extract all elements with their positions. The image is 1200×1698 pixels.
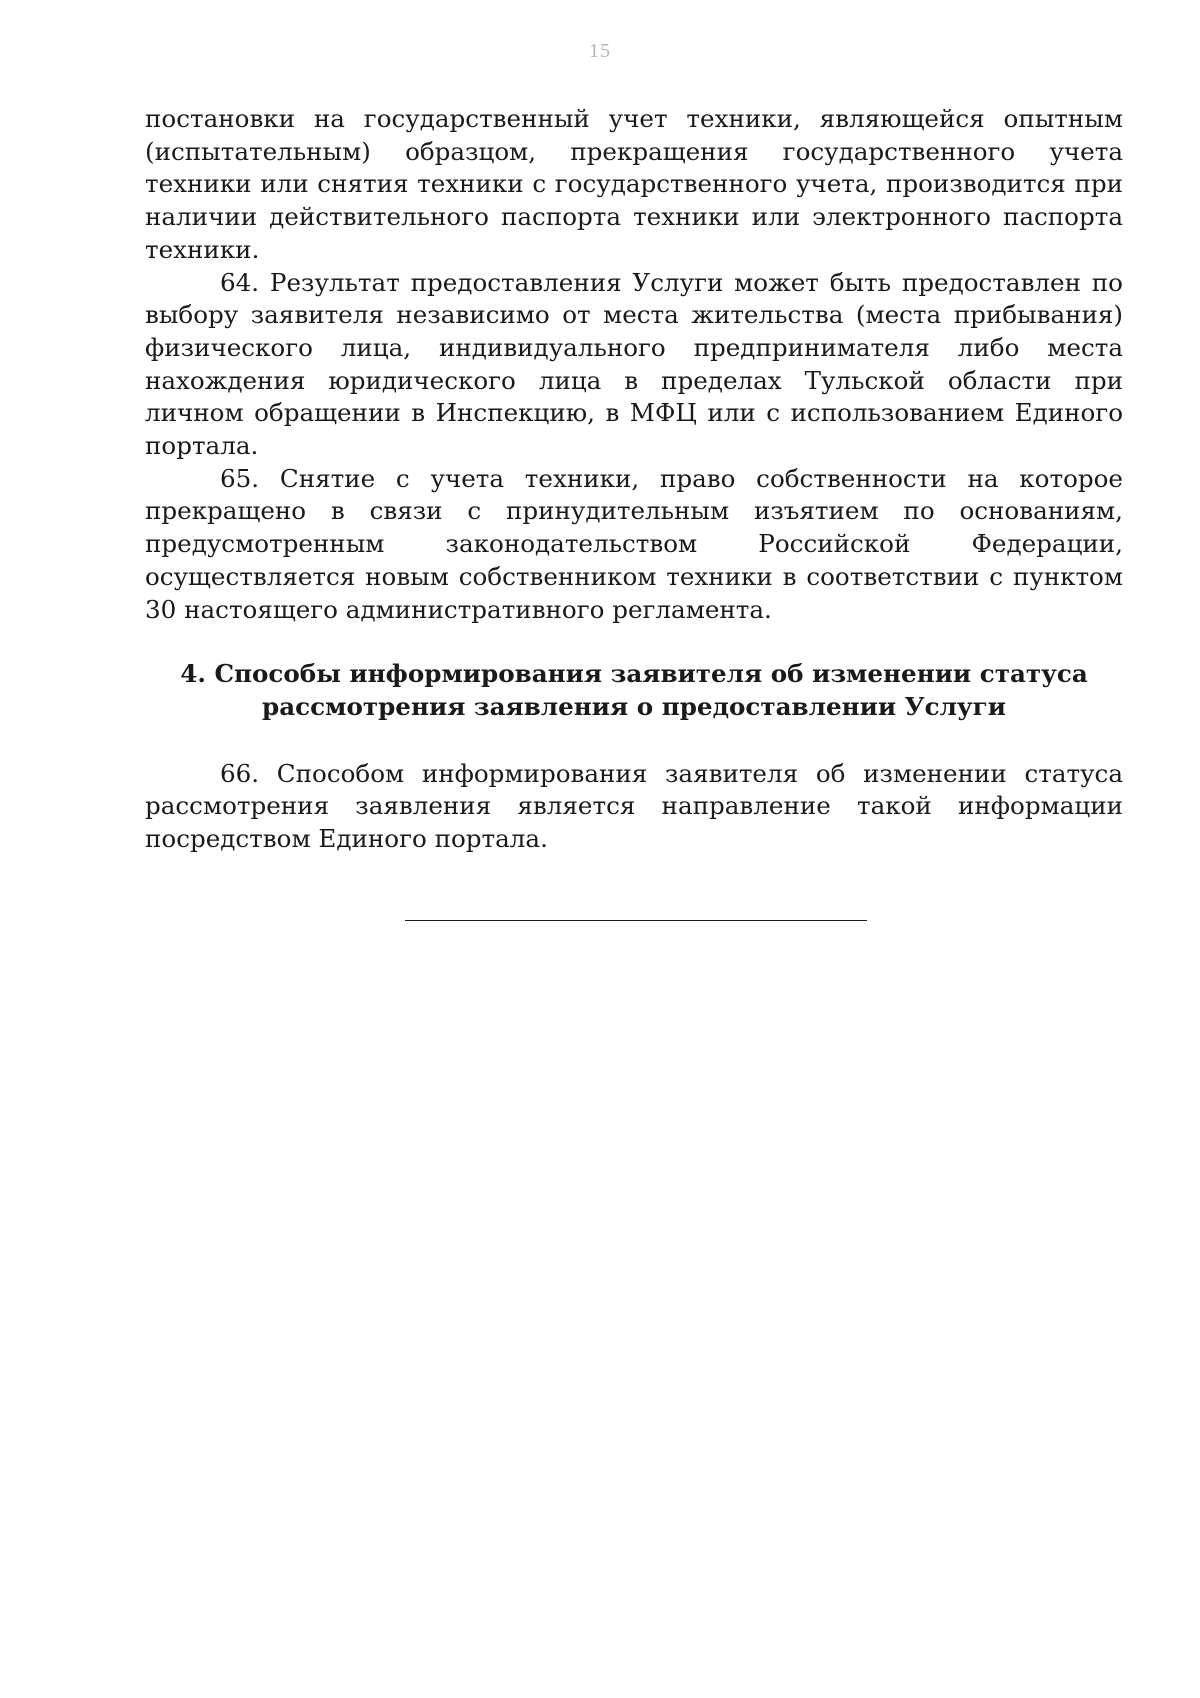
document-body [145, 103, 1123, 921]
paragraph-continuation: постановки на государственный учет техники, являющейся опытным (испытательным) образцом, прекращения государственного учета техники или снятия техники с государственного учета, производится при наличии действительного паспорта техники или электронного паспорта техники. [145, 104, 1123, 264]
paragraph-64: 64. Результат предоставления Услуги может быть предоставлен по выбору заявителя независимо от места жительства (места прибывания) физического лица, индивидуального предпринимателя либо места нахождения юридического лица в пределах Тульской области при личном обращении в Инспекцию, в МФЦ или с использованием Единого портала. [145, 267, 1123, 461]
paragraph-65: 65. Снятие с учета техники, право собственности на которое прекращено в связи с принудительным изъятием по основаниям, предусмотренным законодательством Российской Федерации, осуществляется новым собственником техники в соответствии с пунктом 30 настоящего административного регламента. [145, 463, 1123, 624]
section-heading [145, 658, 1123, 723]
section-heading-line-1: 4. Способы информирования заявителя об изменении статуса [180, 659, 1088, 689]
section-heading-line-2: рассмотрения заявления о предоставлении Услуги [262, 691, 1006, 721]
end-divider-line [405, 920, 867, 921]
page-number: 15 [589, 40, 611, 62]
paragraph-66: 66. Способом информирования заявителя об изменении статуса рассмотрения заявления является направление такой информации посредством Единого портала. [145, 758, 1123, 854]
